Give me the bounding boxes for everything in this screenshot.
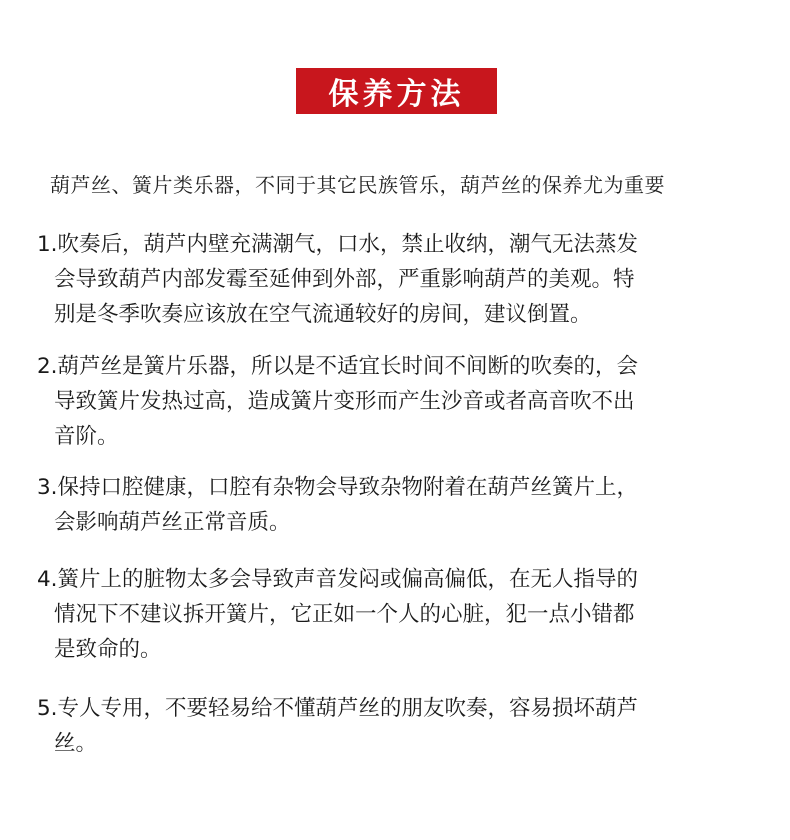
item-line: 丝。 bbox=[54, 731, 98, 756]
item-line: 会影响葫芦丝正常音质。 bbox=[54, 510, 291, 535]
item-line: 葫芦丝是簧片乐器，所以是不适宜长时间不间断的吹奏的，会 bbox=[57, 354, 639, 379]
item-line: 别是冬季吹奏应该放在空气流通较好的房间，建议倒置。 bbox=[54, 302, 592, 327]
intro-text: 葫芦丝、簧片类乐器，不同于其它民族管乐，葫芦丝的保养尤为重要 bbox=[50, 173, 665, 197]
list-item bbox=[37, 470, 757, 540]
item-line: 簧片上的脏物太多会导致声音发闷或偏高偏低，在无人指导的 bbox=[57, 567, 639, 592]
item-line: 吹奏后，葫芦内壁充满潮气，口水，禁止收纳，潮气无法蒸发 bbox=[57, 232, 639, 257]
item-number: 4. bbox=[37, 567, 58, 592]
item-line: 情况下不建议拆开簧片，它正如一个人的心脏，犯一点小错都 bbox=[54, 602, 635, 627]
list-item bbox=[37, 562, 757, 667]
item-line: 是致命的。 bbox=[54, 637, 162, 662]
section-title: 保养方法 bbox=[328, 77, 465, 112]
list-item bbox=[37, 227, 757, 332]
list-item bbox=[37, 349, 757, 454]
item-line: 保持口腔健康，口腔有杂物会导致杂物附着在葫芦丝簧片上， bbox=[57, 475, 639, 500]
item-line: 导致簧片发热过高，造成簧片变形而产生沙音或者高音吹不出 bbox=[54, 389, 635, 414]
item-number: 2. bbox=[37, 354, 58, 379]
section-title-banner bbox=[296, 68, 497, 114]
item-number: 5. bbox=[37, 696, 58, 721]
item-line: 专人专用，不要轻易给不懂葫芦丝的朋友吹奏，容易损坏葫芦 bbox=[57, 696, 639, 721]
item-number: 1. bbox=[37, 232, 58, 257]
item-line: 会导致葫芦内部发霉至延伸到外部，严重影响葫芦的美观。特 bbox=[54, 267, 635, 292]
item-number: 3. bbox=[37, 475, 58, 500]
item-line: 音阶。 bbox=[54, 424, 119, 449]
list-item bbox=[37, 691, 757, 761]
